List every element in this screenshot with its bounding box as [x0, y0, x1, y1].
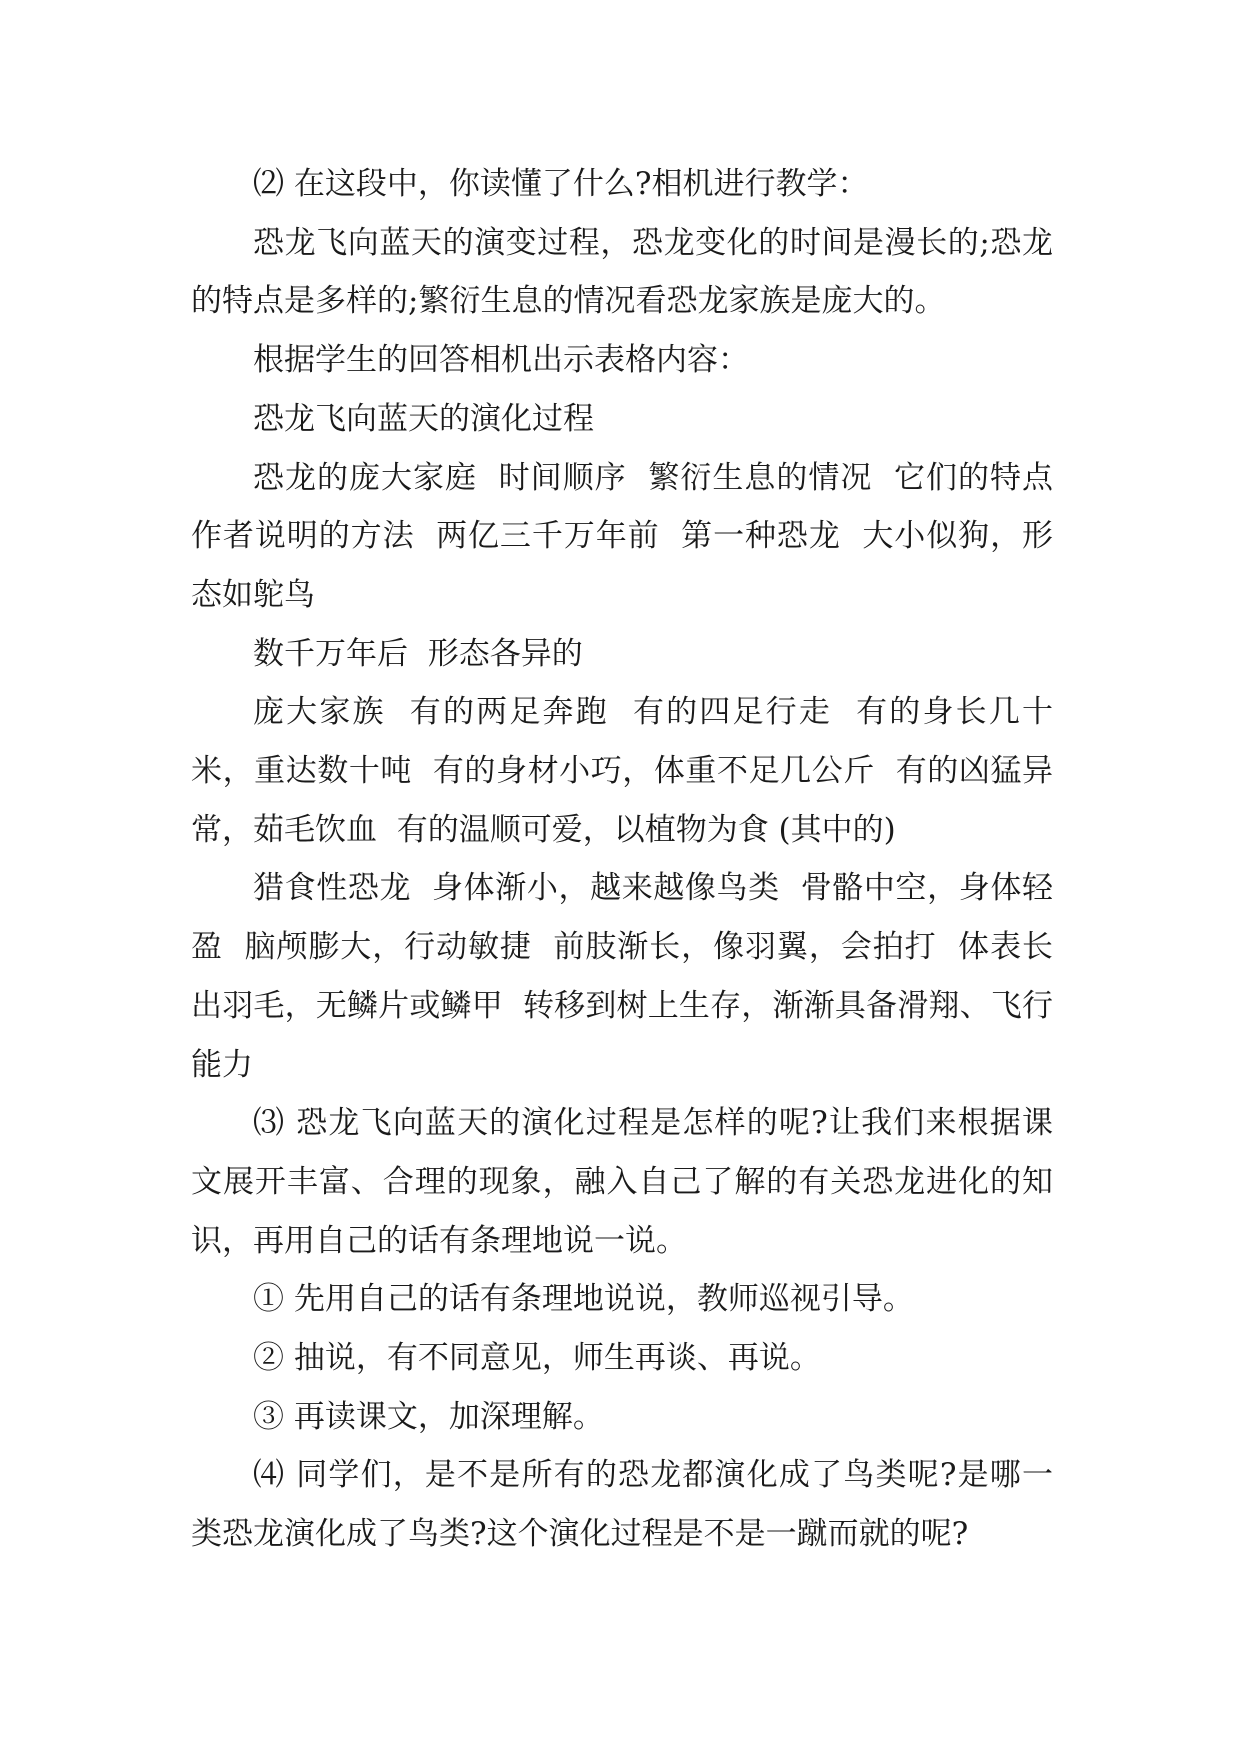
paragraph-table-row-4: 猎食性恐龙 身体渐小，越来越像鸟类 骨骼中空，身体轻盈 脑颅膨大，行动敏捷 前肢渐长，像羽翼，会拍打 体表长出羽毛，无鳞片或鳞甲 转移到树上生存，渐渐具备滑翔、飞行能力 [191, 870, 1053, 1083]
paragraph-table-title: 恐龙飞向蓝天的演化过程 [253, 400, 594, 437]
paragraph-table-headers: 恐龙的庞大家庭 时间顺序 繁衍生息的情况 它们的特点 作者说明的方法 两亿三千万年前 第一种恐龙 大小似狗，形态如鸵鸟 [191, 459, 1073, 613]
paragraph-table-intro: 根据学生的回答相机出示表格内容： [253, 342, 749, 379]
paragraph-evolution-summary: 恐龙飞向蓝天的演变过程，恐龙变化的时间是漫长的;恐龙的特点是多样的;繁衍生息的情况看恐龙家族是庞大的。 [191, 224, 1053, 320]
paragraph-step-3: ③ 再读课文，加深理解。 [253, 1398, 604, 1435]
document-body [191, 155, 1073, 1564]
paragraph-step-2: ② 抽说，有不同意见，师生再谈、再说。 [253, 1340, 821, 1377]
paragraph-question-4: ⑷ 同学们，是不是所有的恐龙都演化成了鸟类呢?是哪一类恐龙演化成了鸟类?这个演化过程是不是一蹴而就的呢? [191, 1457, 1053, 1553]
paragraph-table-row-3: 庞大家族 有的两足奔跑 有的四足行走 有的身长几十米，重达数十吨 有的身材小巧，体重不足几公斤 有的凶猛异常，茹毛饮血 有的温顺可爱，以植物为食 (其中的) [191, 694, 1053, 848]
paragraph-question-3: ⑶ 恐龙飞向蓝天的演化过程是怎样的呢?让我们来根据课文展开丰富、合理的现象，融入自己了解的有关恐龙进化的知识，再用自己的话有条理地说一说。 [191, 1105, 1053, 1259]
paragraph-question-2: ⑵ 在这段中，你读懂了什么?相机进行教学： [253, 166, 869, 202]
paragraph-table-row-2: 数千万年后 形态各异的 [253, 635, 583, 672]
paragraph-step-1: ① 先用自己的话有条理地说说，教师巡视引导。 [253, 1281, 914, 1318]
